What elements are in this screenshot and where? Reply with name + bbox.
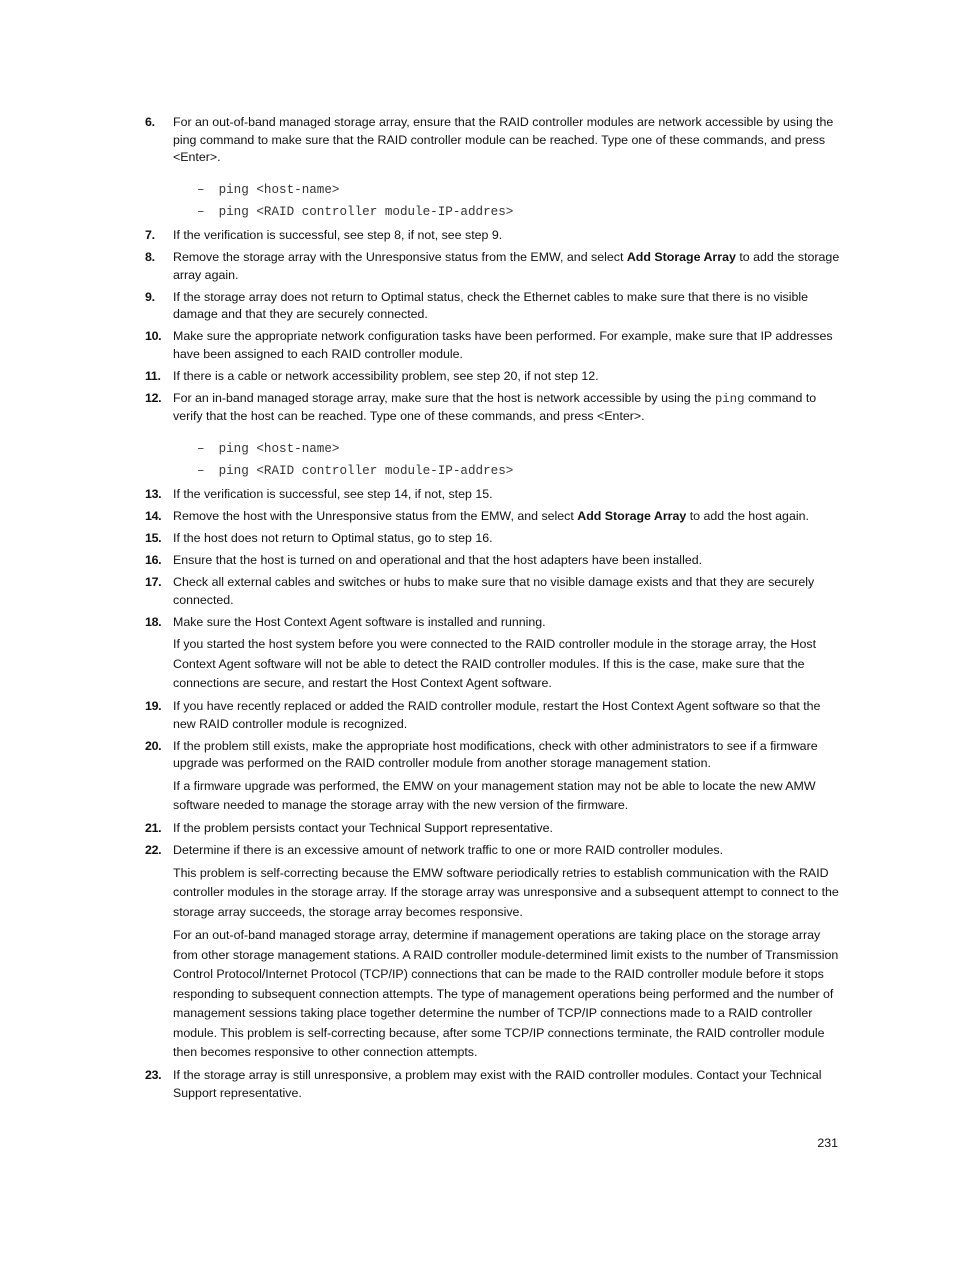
step-text xyxy=(173,249,845,284)
step-item xyxy=(145,486,845,504)
step-item xyxy=(145,614,845,694)
step-item xyxy=(145,1067,845,1102)
step-item xyxy=(145,289,845,324)
step-number: 17. xyxy=(145,575,162,589)
step-text-post: to add the storage array again. xyxy=(173,250,840,282)
step-text xyxy=(173,368,845,386)
step-item xyxy=(145,574,845,609)
step-number: 21. xyxy=(145,821,162,835)
step-text xyxy=(173,842,845,1063)
step-text xyxy=(173,574,845,609)
dash-bullet: – xyxy=(197,182,205,197)
step-number: 12. xyxy=(145,390,162,405)
step-text xyxy=(173,114,845,223)
page-number: 231 xyxy=(817,1136,838,1150)
step-text-content: If the storage array does not return to Optimal status, check the Ethernet cables to make sure that there is no visible damage and that they are securely connected. xyxy=(173,289,809,321)
step-number: 11. xyxy=(145,368,161,383)
step-text-content: If the storage array is still unresponsive, a problem may exist with the RAID controller modules. Contact your Technical Support representative. xyxy=(173,1068,822,1100)
step-text-content: Ensure that the host is turned on and operational and that the host adapters have been installed. xyxy=(173,553,703,567)
step-number: 9. xyxy=(145,289,155,304)
step-paragraph: If a firmware upgrade was performed, the EMW on your management station may not be able to locate the new AMW software needed to manage the storage array with the new version of the firmware. xyxy=(173,778,816,812)
step-item xyxy=(145,530,845,548)
step-number: 13. xyxy=(145,487,162,501)
step-text xyxy=(173,530,845,548)
dash-bullet: – xyxy=(197,204,205,219)
step-text-content: Make sure the Host Context Agent software is installed and running. xyxy=(173,614,546,629)
step-number: 6. xyxy=(145,115,155,129)
step-text-content: Check all external cables and switches or hubs to make sure that no visible damage exists and that they are securely connected. xyxy=(173,575,815,607)
step-text xyxy=(173,698,845,733)
step-item xyxy=(145,114,845,223)
step-number: 15. xyxy=(145,531,162,545)
step-number: 19. xyxy=(145,699,162,713)
ui-term: Add Storage Array xyxy=(626,250,736,264)
step-text-pre: Remove the storage array with the Unresponsive status from the EMW, and select xyxy=(173,250,627,264)
step-text-content: Make sure the appropriate network configuration tasks have been performed. For example, make sure that IP addresses have been assigned to each RAID controller module. xyxy=(173,329,833,361)
step-text xyxy=(173,552,845,570)
step-text-content: If the problem persists contact your Technical Support representative. xyxy=(173,821,553,835)
step-text-pre: For an in-band managed storage array, make sure that the host is network accessible by using the xyxy=(173,390,715,405)
step-text xyxy=(173,738,845,816)
step-item xyxy=(145,390,845,482)
step-text-content: Determine if there is an excessive amount of network traffic to one or more RAID controller modules. xyxy=(173,843,724,857)
step-paragraph: For an out-of-band managed storage array, determine if management operations are taking place on the storage array from other storage management stations. A RAID controller module-determined limit exists to the number of Transmission Control Protocol/Internet Protocol (TCP/IP) connections that can be made to the RAID controller module before it stops responding to subsequent connection attempts. The type of management operations being performed and the number of management sessions taking place together determine the number of TCP/IP connections made to a RAID controller module. This problem is self-correcting because, after some TCP/IP connections terminate, the RAID controller module then becomes responsive to other connection attempts. xyxy=(173,928,839,1059)
command-item xyxy=(197,460,845,482)
step-text-content: If the verification is successful, see step 14, if not, step 15. xyxy=(173,487,493,501)
ui-term: Add Storage Array xyxy=(577,509,687,523)
command-list xyxy=(173,179,845,223)
step-number: 7. xyxy=(145,228,155,242)
step-text xyxy=(173,1067,845,1102)
step-text-content: For an out-of-band managed storage array, ensure that the RAID controller modules are network accessible by using the ping command to make sure that the RAID controller module can be reached. Type one of these commands, and press <Enter>. xyxy=(173,115,834,164)
step-item xyxy=(145,820,845,838)
step-number: 10. xyxy=(145,329,162,343)
step-text-content: If the verification is successful, see step 8, if not, see step 9. xyxy=(173,228,503,242)
step-number: 16. xyxy=(145,553,162,567)
dash-bullet: – xyxy=(197,463,205,478)
step-text-content: If there is a cable or network accessibility problem, see step 20, if not step 12. xyxy=(173,368,599,383)
step-item xyxy=(145,508,845,526)
command-code: ping <RAID controller module-IP-addres> xyxy=(218,204,514,219)
step-paragraph: If you started the host system before you were connected to the RAID controller module in the storage array, the Host Context Agent software will not be able to detect the RAID controller modules. If this is the case, make sure that the connections are secure, and restart the Host Context Agent software. xyxy=(173,637,817,690)
command-list xyxy=(173,438,845,482)
step-number: 18. xyxy=(145,614,162,629)
step-item xyxy=(145,842,845,1063)
step-item xyxy=(145,368,845,386)
step-number: 23. xyxy=(145,1068,162,1082)
command-item xyxy=(197,438,845,460)
command-code: ping <host-name> xyxy=(218,441,340,456)
step-text xyxy=(173,486,845,504)
step-text xyxy=(173,508,845,526)
step-text xyxy=(173,227,845,245)
step-item xyxy=(145,698,845,733)
step-item xyxy=(145,328,845,363)
step-text-post: command to verify that the host can be reached. Type one of these commands, and press <Enter>. xyxy=(173,390,817,423)
command-item xyxy=(197,179,845,201)
step-item xyxy=(145,227,845,245)
command-item xyxy=(197,201,845,223)
step-number: 22. xyxy=(145,843,162,857)
dash-bullet: – xyxy=(197,441,205,456)
step-number: 8. xyxy=(145,250,155,264)
step-text xyxy=(173,390,845,482)
command-code: ping <host-name> xyxy=(218,182,340,197)
step-text xyxy=(173,289,845,324)
step-item xyxy=(145,738,845,816)
step-text-content: If the problem still exists, make the appropriate host modifications, check with other administrators to see if a firmware upgrade was performed on the RAID controller module from another storage management station. xyxy=(173,738,818,770)
step-text-content: If the host does not return to Optimal status, go to step 16. xyxy=(173,531,493,545)
step-number: 20. xyxy=(145,738,162,753)
step-text-pre: Remove the host with the Unresponsive status from the EMW, and select xyxy=(173,509,578,523)
command-code: ping <RAID controller module-IP-addres> xyxy=(218,463,514,478)
step-list xyxy=(145,114,845,1107)
step-number: 14. xyxy=(145,509,162,523)
step-text xyxy=(173,820,845,838)
step-text-post: to add the host again. xyxy=(686,509,809,523)
step-item xyxy=(145,249,845,284)
step-text xyxy=(173,328,845,363)
step-text xyxy=(173,614,845,694)
step-item xyxy=(145,552,845,570)
step-text-content: If you have recently replaced or added the RAID controller module, restart the Host Context Agent software so that the new RAID controller module is recognized. xyxy=(173,699,821,731)
step-paragraph: This problem is self-correcting because the EMW software periodically retries to establish communication with the RAID controller modules in the storage array. If the storage array was unresponsive and a subsequent attempt to connect to the storage array succeeds, the storage array becomes responsive. xyxy=(173,865,839,919)
inline-code: ping xyxy=(714,391,745,406)
